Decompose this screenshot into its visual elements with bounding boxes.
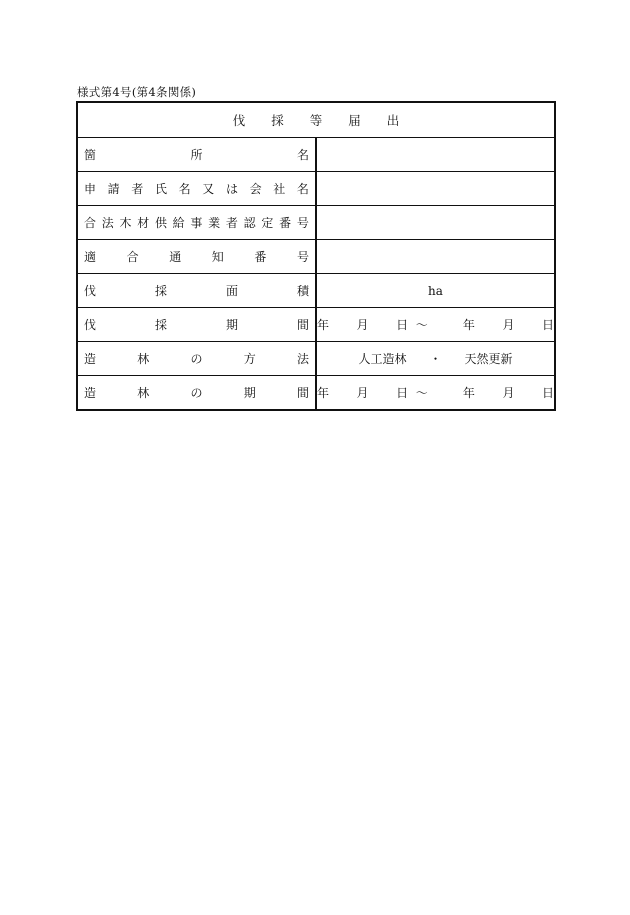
end-day-unit: 日 (541, 386, 554, 400)
row-location (77, 138, 555, 172)
start-day-unit: 日 (396, 318, 409, 332)
certification-number-field[interactable] (316, 206, 555, 240)
option-artificial-planting[interactable]: 人工造林 (358, 352, 407, 366)
start-day-unit: 日 (396, 386, 409, 400)
area-unit: ha (428, 283, 443, 298)
reforestation-period-field[interactable] (316, 376, 555, 411)
title-row (77, 102, 555, 138)
label-reforestation-method: 造 林 の 方 法 (77, 342, 316, 376)
start-month-unit: 月 (356, 318, 369, 332)
end-year-unit: 年 (462, 386, 475, 400)
row-applicant (77, 172, 555, 206)
row-notice-number (77, 240, 555, 274)
label-applicant: 申 請 者 氏 名 又 は 会 社 名 (77, 172, 316, 206)
end-month-unit: 月 (502, 318, 515, 332)
row-reforestation-period (77, 376, 555, 411)
logging-area-field[interactable] (316, 274, 555, 308)
start-year-unit: 年 (317, 318, 330, 332)
label-certification-number: 合 法 木 材 供 給 事 業 者 認 定 番 号 (77, 206, 316, 240)
end-month-unit: 月 (502, 386, 515, 400)
method-separator: ・ (429, 352, 442, 366)
label-logging-area: 伐 採 面 積 (77, 274, 316, 308)
label-notice-number: 適 合 通 知 番 号 (77, 240, 316, 274)
start-month-unit: 月 (356, 386, 369, 400)
row-reforestation-method (77, 342, 555, 376)
end-year-unit: 年 (462, 318, 475, 332)
row-logging-area (77, 274, 555, 308)
start-year-unit: 年 (317, 386, 330, 400)
applicant-field[interactable] (316, 172, 555, 206)
location-field[interactable] (316, 138, 555, 172)
label-location: 箇 所 名 (77, 138, 316, 172)
logging-period-field[interactable] (316, 308, 555, 342)
range-tilde: ～ (415, 318, 428, 332)
range-tilde: ～ (415, 386, 428, 400)
reforestation-date-range (317, 384, 554, 401)
label-logging-period: 伐 採 期 間 (77, 308, 316, 342)
logging-date-range (317, 316, 554, 333)
row-logging-period (77, 308, 555, 342)
option-natural-regeneration[interactable]: 天然更新 (464, 352, 513, 366)
form-title: 伐 採 等 届 出 (77, 102, 555, 138)
logging-notification-form (76, 101, 556, 411)
row-certification-number (77, 206, 555, 240)
label-reforestation-period: 造 林 の 期 間 (77, 376, 316, 411)
notice-number-field[interactable] (316, 240, 555, 274)
reforestation-method-field (316, 342, 555, 376)
end-day-unit: 日 (541, 318, 554, 332)
form-reference: 様式第4号(第4条関係) (77, 85, 197, 99)
